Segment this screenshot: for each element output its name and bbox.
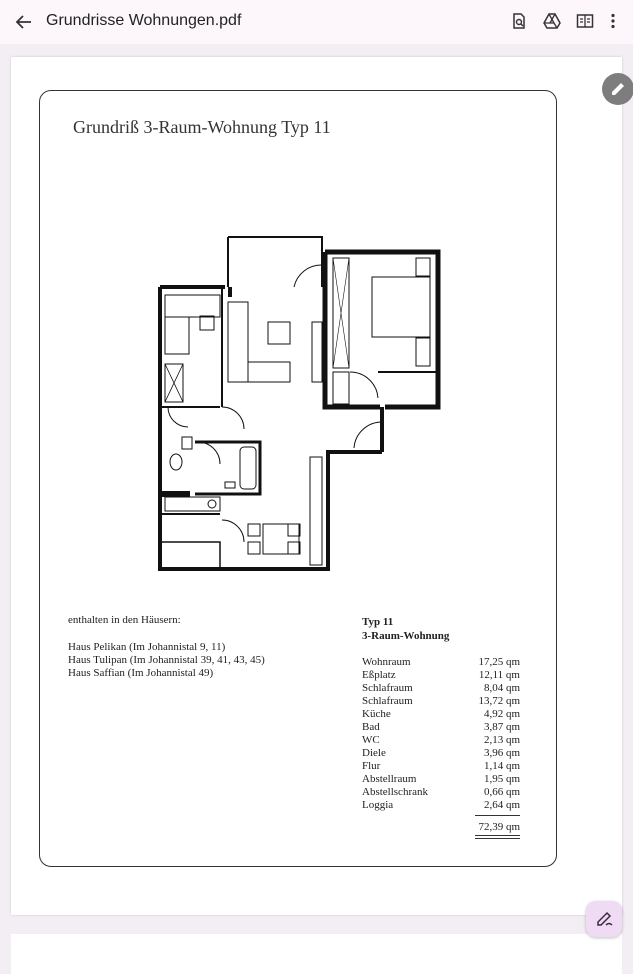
- room-area: 17,25 qm: [478, 656, 520, 668]
- edit-button[interactable]: [602, 73, 633, 105]
- room-area: 12,11 qm: [478, 669, 520, 681]
- room-row: [360, 682, 520, 695]
- reader-mode-icon[interactable]: [576, 12, 594, 30]
- room-row: [360, 734, 520, 747]
- room-area: 3,87 qm: [483, 721, 520, 733]
- room-name: Flur: [362, 760, 381, 772]
- total-area: 72,39 qm: [478, 821, 520, 833]
- room-name: Loggia: [362, 799, 394, 811]
- house-item: Haus Saffian (Im Johannistal 49): [68, 667, 214, 679]
- room-area: 0,66 qm: [483, 786, 520, 798]
- floor-plan: [150, 232, 445, 577]
- room-row: [360, 708, 520, 721]
- room-name: Schlafraum: [362, 695, 413, 707]
- apartment-type: Typ 11: [362, 616, 394, 628]
- houses-heading: enthalten in den Häusern:: [68, 614, 181, 626]
- pencil-icon: [602, 73, 633, 105]
- room-row: [360, 760, 520, 773]
- room-name: Küche: [362, 708, 391, 720]
- annotate-button[interactable]: [586, 901, 622, 937]
- room-name: Wohnraum: [362, 656, 411, 668]
- room-area: 2,64 qm: [483, 799, 520, 811]
- room-area: 4,92 qm: [483, 708, 520, 720]
- more-vert-icon[interactable]: [604, 12, 622, 30]
- sum-line: [475, 815, 520, 816]
- room-row: [360, 747, 520, 760]
- room-row: [360, 786, 520, 799]
- sum-double-line: [475, 835, 520, 836]
- house-item: Haus Tulipan (Im Johannistal 39, 41, 43, 45): [68, 654, 265, 666]
- sum-double-line: [475, 838, 520, 839]
- room-name: Schlafraum: [362, 682, 413, 694]
- room-name: WC: [362, 734, 380, 746]
- room-name: Eßplatz: [362, 669, 396, 681]
- drive-icon[interactable]: [543, 12, 561, 30]
- room-area: 13,72 qm: [478, 695, 520, 707]
- room-area: 2,13 qm: [483, 734, 520, 746]
- room-area: 8,04 qm: [483, 682, 520, 694]
- room-name: Diele: [362, 747, 386, 759]
- document-title: Grundrisse Wohnungen.pdf: [46, 12, 242, 29]
- top-app-bar: [0, 0, 633, 44]
- room-name: Bad: [362, 721, 380, 733]
- room-area: 3,96 qm: [483, 747, 520, 759]
- search-document-icon[interactable]: [510, 12, 528, 30]
- annotate-pen-icon: [586, 901, 622, 937]
- house-item: Haus Pelikan (Im Johannistal 9, 11): [68, 641, 226, 653]
- apartment-subtitle: 3-Raum-Wohnung: [362, 630, 450, 642]
- arrow-back-icon[interactable]: [14, 12, 34, 32]
- room-area: 1,95 qm: [483, 773, 520, 785]
- room-row: [360, 721, 520, 734]
- room-row: [360, 669, 520, 682]
- room-row: [360, 656, 520, 669]
- room-name: Abstellschrank: [362, 786, 428, 798]
- pdf-page-next: [11, 934, 622, 974]
- room-name: Abstellraum: [362, 773, 417, 785]
- document-heading: Grundriß 3-Raum-Wohnung Typ 11: [73, 117, 331, 137]
- room-row: [360, 695, 520, 708]
- room-row: [360, 773, 520, 786]
- room-area: 1,14 qm: [483, 760, 520, 772]
- room-row: [360, 799, 520, 812]
